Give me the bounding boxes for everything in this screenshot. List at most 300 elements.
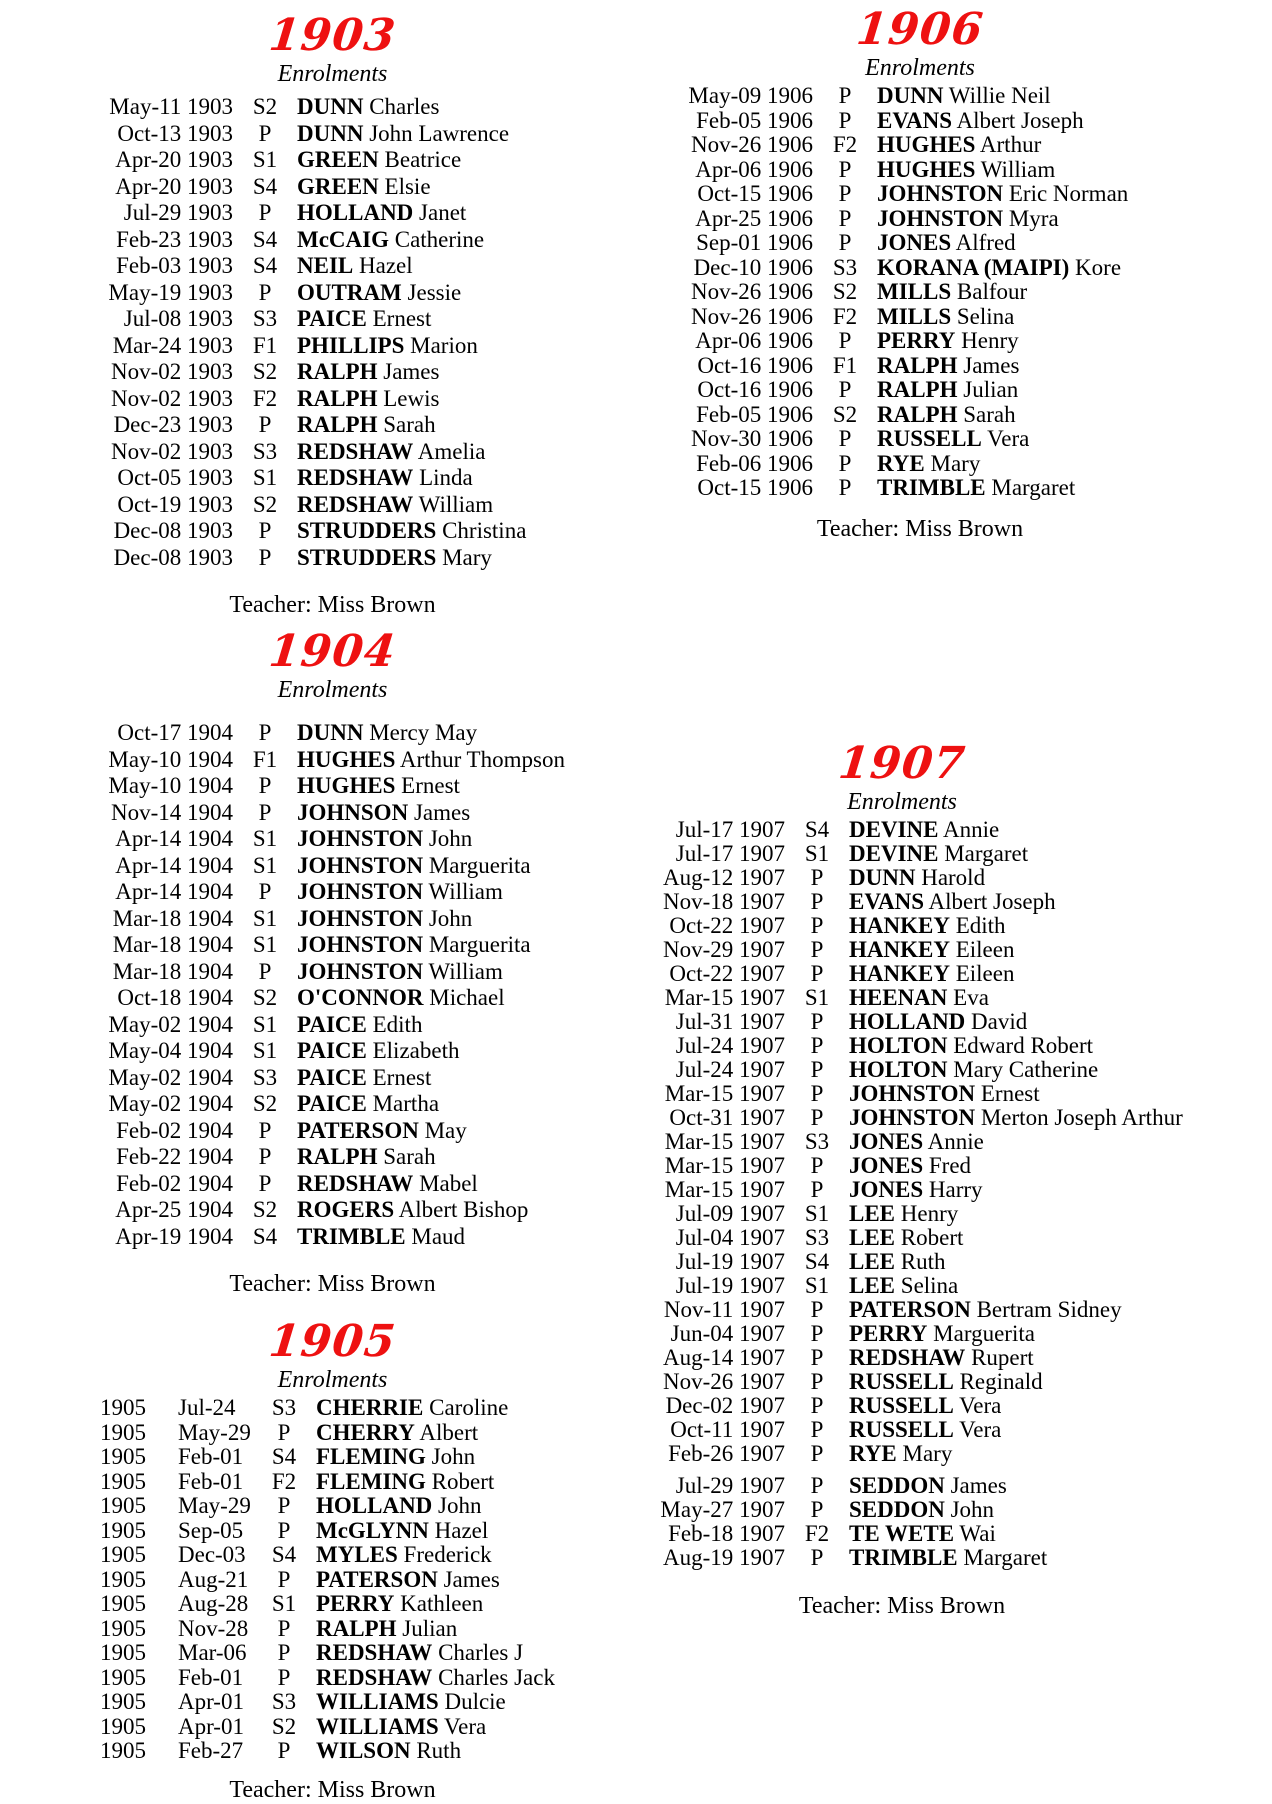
enrolment-date: Apr-14 1904	[115, 879, 233, 904]
enrolment-row	[60, 333, 605, 360]
student-given-names: Mabel	[419, 1170, 478, 1196]
section-1904	[60, 628, 605, 1298]
student-given-names: Kore	[1075, 254, 1122, 280]
class-code: S4	[804, 1249, 830, 1274]
student-name	[297, 518, 605, 545]
class-code: P	[810, 1081, 824, 1106]
student-name	[297, 545, 605, 572]
enrolment-row	[60, 518, 605, 545]
enrolment-year: 1905	[100, 1664, 146, 1690]
student-surname: DUNN	[297, 94, 364, 119]
enrolment-date: Feb-05 1906	[696, 401, 813, 427]
student-name	[849, 1370, 1192, 1394]
class-code: S4	[252, 173, 278, 199]
enrolment-row	[640, 207, 1200, 232]
enrolment-row	[612, 1250, 1192, 1274]
student-given-names: Vera	[959, 1417, 1002, 1442]
student-surname: REDSHAW	[297, 438, 414, 464]
student-given-names: Margaret	[963, 1545, 1048, 1570]
enrolment-row	[60, 1690, 605, 1715]
enrolment-row	[60, 147, 605, 174]
enrolment-row	[612, 986, 1192, 1010]
student-name	[297, 492, 605, 519]
enrolment-row	[612, 1418, 1192, 1442]
enrolment-row	[640, 354, 1200, 379]
enrolment-date: Aug-12 1907	[662, 865, 785, 890]
student-name	[849, 1442, 1192, 1466]
class-code: P	[810, 1369, 824, 1394]
enrolment-date: Feb-03 1903	[116, 253, 233, 278]
student-name	[849, 1178, 1192, 1202]
enrolment-date: Feb-02 1904	[116, 1170, 233, 1196]
student-surname: RALPH	[877, 352, 958, 378]
enrolment-date: May-02 1904	[108, 1091, 233, 1116]
enrolment-date: Jul-17 1907	[675, 841, 785, 866]
student-surname: HOLLAND	[316, 1493, 433, 1518]
class-code: S1	[252, 826, 278, 851]
enrolment-year: 1905	[100, 1566, 146, 1592]
student-surname: RALPH	[297, 412, 378, 437]
enrolment-year: 1905	[100, 1591, 146, 1616]
student-given-names: James	[383, 359, 440, 384]
student-surname: PERRY	[849, 1321, 928, 1346]
class-code: P	[838, 426, 852, 451]
enrolment-date: Nov-28	[178, 1615, 249, 1641]
class-code: P	[810, 1009, 824, 1034]
student-name	[297, 386, 605, 413]
enrolment-row	[612, 1370, 1192, 1394]
student-surname: CHERRIE	[316, 1395, 424, 1420]
student-surname: JOHNSON	[297, 799, 409, 825]
enrolment-row	[60, 1494, 605, 1519]
student-given-names: John	[438, 1493, 482, 1518]
student-name	[849, 1226, 1192, 1250]
enrolment-date: Feb-01	[178, 1444, 244, 1469]
student-surname: PAICE	[297, 1011, 367, 1037]
student-given-names: Reginald	[959, 1369, 1043, 1394]
student-name	[849, 1522, 1192, 1546]
enrolment-date: Oct-19 1903	[117, 491, 233, 517]
class-code: P	[258, 518, 272, 543]
enrolment-date: May-02 1904	[108, 1064, 233, 1090]
enrolment-row	[612, 1058, 1192, 1082]
student-name	[297, 94, 605, 121]
enrolments-subtitle-1904: Enrolments	[277, 677, 388, 703]
student-surname: HANKEY	[849, 913, 950, 938]
student-surname: HOLTON	[849, 1057, 948, 1082]
class-code: S1	[252, 465, 278, 490]
enrolment-date: Oct-17 1904	[117, 720, 233, 745]
enrolment-row	[640, 231, 1200, 256]
enrolment-date: May-09 1906	[688, 83, 813, 108]
enrolment-date: Oct-22 1907	[669, 961, 785, 986]
student-given-names: Martha	[372, 1091, 440, 1116]
class-code: S2	[252, 359, 278, 384]
enrolment-date: Apr-19 1904	[115, 1223, 233, 1249]
student-name	[297, 985, 605, 1012]
enrolment-row	[60, 121, 605, 148]
class-code: F2	[832, 303, 858, 329]
student-name	[316, 1421, 605, 1446]
student-given-names: Amelia	[417, 438, 486, 464]
student-name	[877, 280, 1200, 305]
student-given-names: Julian	[402, 1615, 458, 1641]
student-given-names: Annie	[927, 1129, 984, 1154]
class-code: P	[810, 1153, 824, 1178]
class-code: S1	[252, 932, 278, 957]
student-name	[297, 720, 605, 747]
student-surname: TRIMBLE	[877, 475, 986, 500]
enrolment-date: Nov-18 1907	[662, 889, 785, 914]
enrolment-date: Mar-06	[178, 1640, 247, 1665]
enrolment-date: Dec-08 1903	[113, 544, 233, 570]
enrolment-row	[60, 545, 605, 572]
class-code: S4	[252, 226, 278, 252]
enrolment-date: Apr-14 1904	[115, 852, 233, 878]
student-name	[297, 747, 605, 774]
enrolment-list-1905	[60, 1396, 605, 1764]
enrolment-row	[612, 1346, 1192, 1370]
class-code: F2	[271, 1468, 297, 1494]
student-surname: JOHNSTON	[849, 1105, 976, 1130]
class-code: S3	[252, 1064, 278, 1090]
student-name	[849, 1154, 1192, 1178]
enrolment-date: Feb-22 1904	[116, 1144, 233, 1169]
student-surname: TRIMBLE	[849, 1545, 958, 1570]
student-name	[849, 818, 1192, 842]
enrolment-date: Oct-11 1907	[670, 1417, 785, 1442]
class-code: P	[258, 799, 272, 825]
enrolment-row	[60, 1641, 605, 1666]
class-code: P	[810, 1441, 824, 1466]
student-surname: LEE	[849, 1249, 896, 1274]
class-code: P	[277, 1640, 291, 1665]
enrolment-date: Mar-15 1907	[664, 1177, 785, 1202]
student-given-names: Eileen	[955, 937, 1015, 962]
student-name	[297, 333, 605, 360]
student-given-names: Beatrice	[384, 147, 462, 172]
student-name	[849, 1202, 1192, 1226]
student-surname: JOHNSTON	[297, 958, 424, 984]
student-given-names: Christina	[442, 518, 527, 543]
enrolment-row	[60, 174, 605, 201]
student-surname: PATERSON	[316, 1566, 438, 1592]
student-given-names: James	[950, 1473, 1007, 1498]
enrolment-date: Apr-01	[178, 1689, 244, 1714]
student-name	[316, 1568, 605, 1593]
student-given-names: Marguerita	[428, 852, 531, 878]
student-surname: LEE	[849, 1201, 896, 1226]
enrolment-date: May-19 1903	[108, 279, 233, 305]
enrolment-row	[640, 256, 1200, 281]
student-given-names: Catherine	[394, 226, 485, 252]
student-surname: DUNN	[297, 720, 364, 745]
student-given-names: Charles J	[438, 1640, 524, 1665]
student-name	[877, 84, 1200, 109]
student-surname: REDSHAW	[316, 1640, 433, 1665]
enrolment-date: Oct-13 1903	[117, 120, 233, 146]
enrolment-date: Jul-24 1907	[675, 1057, 785, 1082]
student-name	[877, 207, 1200, 232]
student-surname: PHILLIPS	[297, 332, 405, 358]
student-name	[297, 1144, 605, 1171]
student-surname: JOHNSTON	[297, 852, 424, 878]
student-name	[877, 158, 1200, 183]
class-code: P	[810, 937, 824, 962]
enrolment-list-1907	[612, 818, 1192, 1570]
class-code: S3	[252, 306, 278, 331]
enrolment-date: Aug-28	[178, 1591, 249, 1616]
class-code: P	[838, 156, 852, 182]
enrolment-date: Feb-23 1903	[116, 226, 233, 252]
student-surname: PATERSON	[849, 1297, 971, 1322]
student-given-names: Julian	[963, 377, 1019, 402]
student-given-names: Margaret	[944, 841, 1029, 866]
enrolment-row	[60, 1197, 605, 1224]
student-name	[877, 133, 1200, 158]
class-code: P	[258, 773, 272, 798]
student-surname: RALPH	[877, 401, 958, 427]
enrolment-date: Jul-29 1903	[123, 200, 233, 225]
student-given-names: John	[428, 905, 473, 931]
student-name	[297, 200, 605, 227]
student-name	[297, 1038, 605, 1065]
enrolment-date: Mar-18 1904	[112, 932, 233, 957]
student-name	[316, 1396, 605, 1421]
student-name	[297, 227, 605, 254]
enrolment-row	[60, 879, 605, 906]
class-code: S4	[252, 1223, 278, 1249]
student-given-names: Vera	[959, 1393, 1002, 1418]
student-surname: DUNN	[849, 865, 916, 890]
enrolment-row	[612, 1322, 1192, 1346]
enrolment-row	[60, 359, 605, 386]
enrolment-row	[60, 1171, 605, 1198]
enrolment-row	[640, 427, 1200, 452]
student-name	[849, 1474, 1192, 1498]
student-given-names: Arthur Thompson	[399, 746, 565, 772]
enrolment-date: May-10 1904	[108, 746, 233, 772]
enrolment-year: 1905	[100, 1615, 146, 1641]
enrolment-row	[612, 1298, 1192, 1322]
class-code: P	[277, 1493, 291, 1518]
student-surname: RALPH	[297, 1144, 378, 1169]
student-given-names: Mary	[442, 544, 492, 570]
enrolment-row	[60, 747, 605, 774]
enrolment-row	[640, 378, 1200, 403]
enrolment-date: Jul-08 1903	[123, 306, 233, 331]
enrolment-date: Apr-14 1904	[115, 826, 233, 851]
class-code: P	[258, 720, 272, 745]
class-code: S2	[271, 1713, 297, 1739]
student-given-names: Myra	[1008, 205, 1059, 231]
student-surname: WILSON	[316, 1738, 411, 1763]
class-code: P	[810, 1297, 824, 1322]
student-given-names: Frederick	[403, 1542, 492, 1567]
student-name	[849, 1274, 1192, 1298]
enrolment-row	[612, 1226, 1192, 1250]
student-surname: STRUDDERS	[297, 518, 437, 543]
student-given-names: Annie	[942, 817, 1000, 842]
student-name	[316, 1617, 605, 1642]
year-heading-1904: 1904	[266, 626, 399, 677]
enrolment-row	[60, 1617, 605, 1642]
enrolment-date: Dec-23 1903	[113, 412, 233, 437]
student-name	[849, 1082, 1192, 1106]
class-code: P	[838, 230, 852, 255]
teacher-line-1904: Teacher: Miss Brown	[229, 1271, 436, 1297]
student-name	[849, 1130, 1192, 1154]
student-given-names: William	[418, 491, 494, 517]
enrolment-date: May-10 1904	[108, 773, 233, 798]
enrolment-row	[60, 253, 605, 280]
enrolment-row	[60, 492, 605, 519]
student-surname: RALPH	[297, 359, 378, 384]
class-code: F2	[832, 132, 858, 157]
class-code: S3	[804, 1129, 830, 1154]
enrolment-row	[612, 1106, 1192, 1130]
student-surname: PERRY	[316, 1591, 395, 1616]
student-given-names: William	[980, 156, 1056, 182]
student-surname: McGLYNN	[316, 1517, 429, 1543]
class-code: S1	[804, 985, 830, 1010]
student-name	[297, 1118, 605, 1145]
student-given-names: Edith	[372, 1011, 423, 1037]
student-surname: DUNN	[297, 120, 364, 146]
student-name	[297, 280, 605, 307]
student-surname: MYLES	[316, 1542, 398, 1567]
class-code: P	[258, 879, 272, 904]
enrolment-date: Mar-15 1907	[664, 1129, 785, 1154]
class-code: P	[810, 1105, 824, 1130]
student-surname: HUGHES	[297, 746, 396, 772]
enrolment-year: 1905	[100, 1713, 146, 1739]
enrolment-date: Apr-06 1906	[695, 328, 813, 353]
student-given-names: William	[428, 958, 503, 984]
student-name	[297, 826, 605, 853]
student-surname: HUGHES	[877, 132, 976, 157]
enrolment-row	[60, 1715, 605, 1740]
enrolment-date: Aug-19 1907	[662, 1545, 785, 1570]
student-given-names: Marguerita	[428, 932, 531, 957]
enrolment-date: Dec-02 1907	[665, 1393, 785, 1418]
student-name	[877, 403, 1200, 428]
student-given-names: Lewis	[383, 385, 440, 411]
section-1905	[60, 1318, 605, 1804]
enrolment-row	[640, 158, 1200, 183]
student-surname: OUTRAM	[297, 279, 402, 305]
student-given-names: Harry	[928, 1177, 983, 1202]
student-given-names: Marguerita	[933, 1321, 1035, 1346]
student-surname: HANKEY	[849, 961, 950, 986]
student-given-names: Selina	[956, 303, 1015, 329]
enrolment-row	[640, 182, 1200, 207]
student-name	[877, 427, 1200, 452]
student-surname: PAICE	[297, 1064, 367, 1090]
enrolment-row	[60, 1396, 605, 1421]
student-surname: LEE	[849, 1225, 896, 1250]
student-given-names: Mary	[902, 1441, 953, 1466]
student-name	[877, 452, 1200, 477]
student-given-names: Merton Joseph Arthur	[980, 1105, 1183, 1130]
student-given-names: Caroline	[429, 1395, 509, 1420]
student-name	[877, 182, 1200, 207]
enrolment-row	[612, 890, 1192, 914]
student-name	[297, 306, 605, 333]
enrolment-row	[60, 1666, 605, 1691]
student-name	[849, 1034, 1192, 1058]
student-surname: HEENAN	[849, 985, 948, 1010]
student-name	[297, 853, 605, 880]
enrolment-date: Feb-18 1907	[668, 1521, 785, 1546]
student-given-names: Ernest	[401, 773, 460, 798]
student-given-names: Albert Joseph	[928, 889, 1056, 914]
enrolment-row	[60, 959, 605, 986]
enrolment-date: Oct-22 1907	[669, 913, 785, 938]
student-name	[849, 1322, 1192, 1346]
student-given-names: Rupert	[971, 1345, 1034, 1370]
enrolment-date: Jul-17 1907	[675, 817, 785, 842]
enrolment-date: Mar-24 1903	[112, 332, 233, 358]
enrolment-row	[612, 1034, 1192, 1058]
student-given-names: Hazel	[359, 253, 413, 278]
student-name	[877, 329, 1200, 354]
enrolment-date: Feb-01	[178, 1468, 244, 1494]
student-name	[849, 1498, 1192, 1522]
class-code: P	[838, 205, 852, 231]
student-given-names: Mary	[930, 450, 981, 476]
student-surname: FLEMING	[316, 1468, 426, 1494]
enrolment-row	[640, 84, 1200, 109]
enrolment-date: Feb-01	[178, 1664, 244, 1690]
teacher-line-1903: Teacher: Miss Brown	[229, 592, 436, 618]
student-given-names: Dulcie	[444, 1689, 506, 1714]
class-code: P	[810, 1417, 824, 1442]
class-code: P	[810, 1033, 824, 1058]
student-name	[849, 1250, 1192, 1274]
student-given-names: Edith	[955, 913, 1006, 938]
class-code: P	[810, 913, 824, 938]
enrolment-date: Nov-14 1904	[110, 799, 233, 825]
student-name	[316, 1494, 605, 1519]
student-given-names: John	[950, 1497, 995, 1522]
student-surname: TRIMBLE	[297, 1223, 406, 1249]
enrolment-row	[60, 412, 605, 439]
class-code: S1	[252, 905, 278, 931]
student-name	[297, 1171, 605, 1198]
class-code: S3	[832, 254, 858, 280]
enrolment-date: May-29	[178, 1419, 251, 1445]
enrolment-row	[60, 1091, 605, 1118]
student-given-names: Ruth	[416, 1738, 462, 1763]
student-name	[849, 962, 1192, 986]
enrolment-row	[612, 1498, 1192, 1522]
class-code: S2	[252, 94, 278, 119]
enrolment-row	[60, 932, 605, 959]
student-name	[877, 256, 1200, 281]
student-given-names: Vera	[444, 1713, 487, 1739]
student-given-names: Robert	[431, 1468, 495, 1494]
student-given-names: Mary Catherine	[953, 1057, 1099, 1082]
student-given-names: Selina	[900, 1273, 959, 1298]
enrolment-row	[640, 109, 1200, 134]
class-code: P	[810, 1473, 824, 1498]
student-surname: HOLLAND	[297, 200, 414, 225]
student-name	[849, 842, 1192, 866]
enrolment-row	[640, 329, 1200, 354]
section-1906	[640, 6, 1200, 543]
student-name	[297, 439, 605, 466]
